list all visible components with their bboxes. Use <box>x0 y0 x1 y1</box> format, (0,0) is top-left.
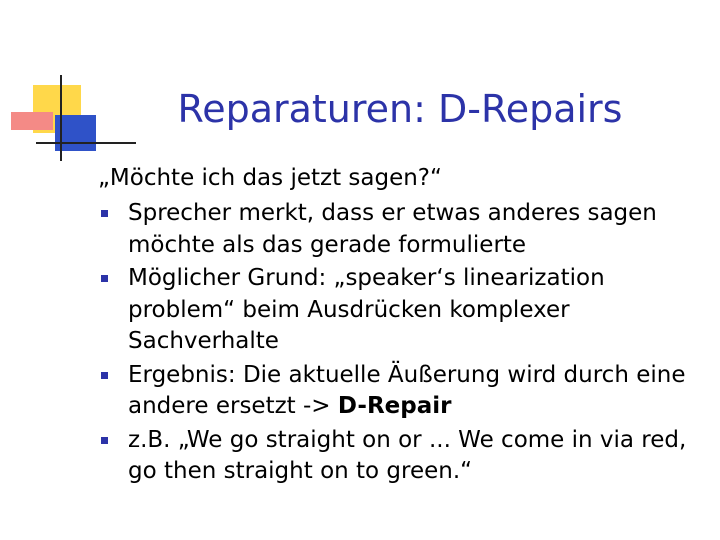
bullet-text: Möglicher Grund: „speaker‘s linearization problem“ beim Ausdrücken komplexer Sachverhalte <box>128 265 605 354</box>
bullet-text: Ergebnis: Die aktuelle Äußerung wird durch eine andere ersetzt -> <box>128 361 686 419</box>
square-bullet-icon <box>101 210 108 217</box>
logo-vertical-line <box>60 75 62 161</box>
logo-red-square <box>11 112 53 130</box>
square-bullet-icon <box>101 275 108 282</box>
list-item <box>98 198 703 261</box>
bullet-text: Sprecher merkt, dass er etwas anderes sagen möchte als das gerade formulierte <box>128 200 657 258</box>
bullet-list <box>98 198 703 490</box>
list-item <box>98 263 703 358</box>
square-bullet-icon <box>101 437 108 444</box>
slide-title: Reparaturen: D-Repairs <box>177 87 623 131</box>
intro-text: „Möchte ich das jetzt sagen?“ <box>98 165 442 191</box>
d-repair-term: D-Repair <box>337 393 452 419</box>
colored-squares-logo <box>0 0 140 170</box>
list-item <box>98 360 703 423</box>
bullet-text: z.B. „We go straight on or ... We come in via red, go then straight on to green.“ <box>128 426 687 484</box>
square-bullet-icon <box>101 372 108 379</box>
logo-horizontal-line <box>36 142 136 144</box>
list-item <box>98 425 703 488</box>
